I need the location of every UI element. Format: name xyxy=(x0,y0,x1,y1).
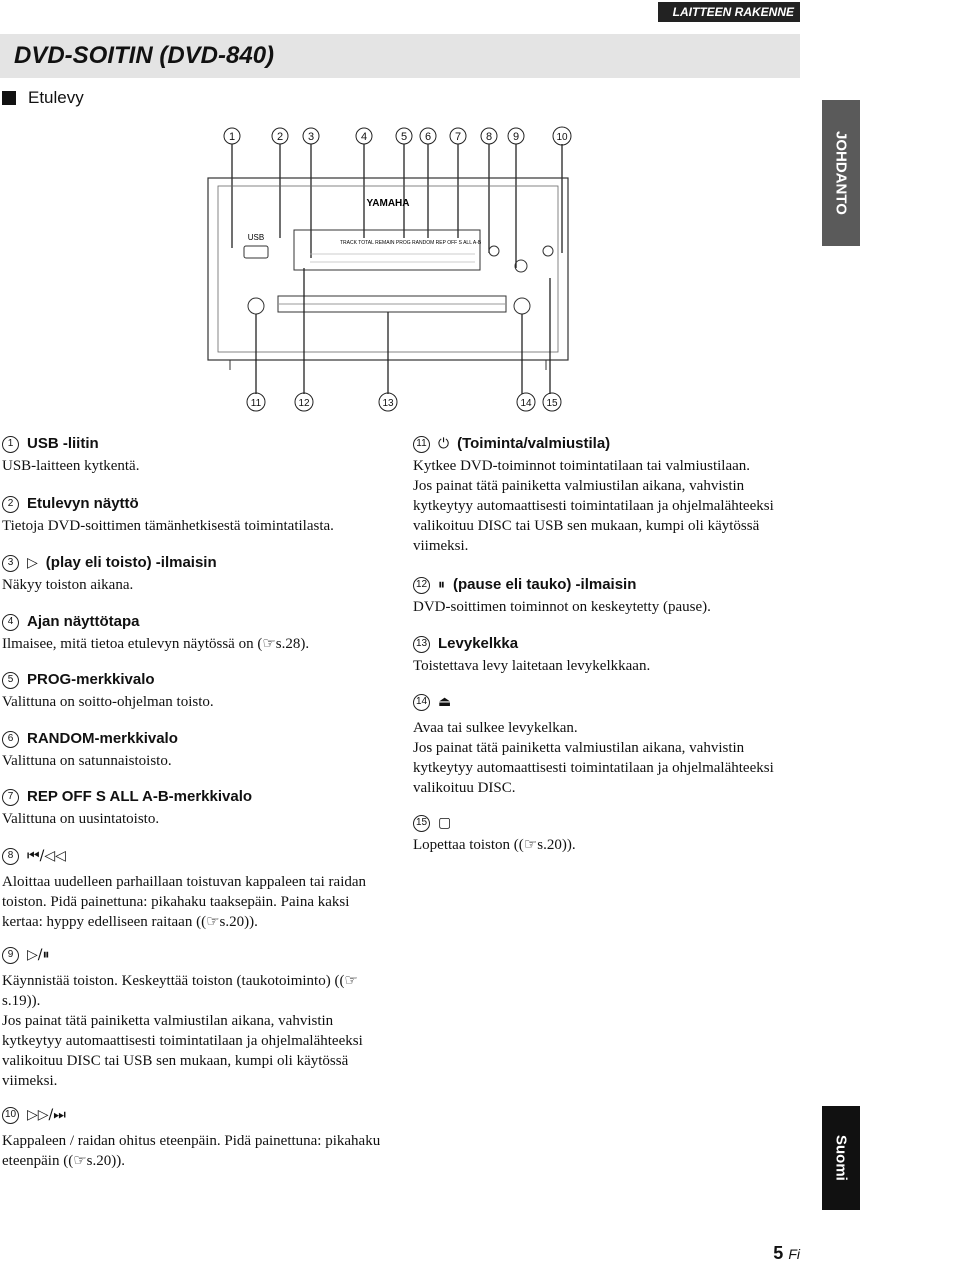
item-number: 4 xyxy=(2,614,19,631)
item-number: 9 xyxy=(2,947,19,964)
callout-7: 7 xyxy=(454,131,462,143)
callout-14: 14 xyxy=(520,398,532,409)
item-skip-forward xyxy=(2,1105,382,1171)
item-text: Toistettava levy laitetaan levykelkkaan. xyxy=(413,658,651,674)
callout-9: 9 xyxy=(512,131,520,143)
prev-button xyxy=(489,246,499,256)
usb-port xyxy=(244,246,268,258)
item-text: Avaa tai sulkee levykelkan. xyxy=(413,720,578,736)
item-heading: PROG-merkkivalo xyxy=(27,671,155,688)
item-text: Kytkee DVD-toiminnot toimintatilaan tai valmiustilaan. xyxy=(413,458,751,474)
callout-11: 11 xyxy=(250,398,262,409)
item-text: Jos painat tätä painiketta valmiustilan aikana, vahvistin kytkeytyy automaattisesti toimintatilaan ja ohjelmalähteeksi valikoituu DISC tai USB sen mukaan, kumpi oli käytössä viimeksi. xyxy=(413,478,774,554)
item-heading: (Toiminta/valmiustila) xyxy=(457,435,611,452)
callout-4: 4 xyxy=(360,131,368,143)
callout-8: 8 xyxy=(485,131,493,143)
callout-1: 1 xyxy=(228,131,236,143)
item-number: 3 xyxy=(2,555,19,572)
display-indicators: TRACK TOTAL REMAIN PROG RANDOM REP OFF S ALL A-B xyxy=(340,240,482,246)
page-title: DVD-SOITIN (DVD-840) xyxy=(14,42,275,69)
chapter-header: LAITTEEN RAKENNE xyxy=(658,2,800,22)
item-prog-indicator xyxy=(2,670,382,712)
page-number-value: 5 xyxy=(773,1243,784,1263)
power-button xyxy=(248,298,264,314)
power-icon: ⏻ xyxy=(438,436,450,452)
item-number: 14 xyxy=(413,694,430,711)
front-panel-diagram xyxy=(190,118,610,418)
item-text: Käynnistää toiston. Keskeyttää toiston (taukotoiminto) ((☞s.19)). xyxy=(2,973,358,1009)
play-icon: ▷ xyxy=(27,555,38,571)
item-text: Jos painat tätä painiketta valmiustilan aikana, vahvistin kytkeytyy automaattisesti toimintatilaan ja ohjelmalähteeksi valikoituu DISC. xyxy=(413,740,774,796)
side-tab-johdanto-label: JOHDANTO xyxy=(832,131,850,215)
callout-15: 15 xyxy=(546,398,558,409)
item-text: Aloittaa uudelleen parhaillaan toistuvan kappaleen tai raidan toiston. Pidä painettuna: pikahaku taaksepäin. Paina kaksi kertaa: hyppy edelliseen raitaan ((☞s.20)). xyxy=(2,874,367,930)
item-number: 13 xyxy=(413,636,430,653)
item-text: Valittuna on soitto-ohjelman toisto. xyxy=(2,694,214,710)
item-text: Tietoja DVD-soittimen tämänhetkisestä toimintatilasta. xyxy=(2,518,334,534)
stop-icon: ▢ xyxy=(438,815,452,831)
item-number: 1 xyxy=(2,436,19,453)
item-text: Valittuna on satunnaistoisto. xyxy=(2,753,172,769)
item-skip-back xyxy=(2,846,382,932)
section-heading xyxy=(2,88,84,108)
item-disc-tray xyxy=(413,634,798,676)
item-power xyxy=(413,434,798,556)
eject-button xyxy=(514,298,530,314)
item-heading: (play eli toisto) -ilmaisin xyxy=(45,554,217,571)
brand-logo: YAMAHA xyxy=(366,198,410,209)
callout-3: 3 xyxy=(307,131,315,143)
usb-label: USB xyxy=(247,233,265,242)
play-pause-button xyxy=(515,260,527,272)
item-number: 10 xyxy=(2,1107,19,1124)
next-button xyxy=(543,246,553,256)
skip-back-icon: ⏮/◁◁ xyxy=(27,848,66,864)
item-heading: Etulevyn näyttö xyxy=(27,495,139,512)
side-tab-suomi-label: Suomi xyxy=(832,1135,850,1181)
item-heading: Levykelkka xyxy=(438,635,519,652)
item-heading: USB -liitin xyxy=(27,435,99,452)
item-play-pause xyxy=(2,945,382,1091)
item-text: Valittuna on uusintatoisto. xyxy=(2,811,160,827)
callout-2: 2 xyxy=(276,131,284,143)
item-text: Ilmaisee, mitä tietoa etulevyn näytössä on (☞s.28). xyxy=(2,636,310,652)
bullet-square-icon xyxy=(2,91,16,105)
item-front-display xyxy=(2,494,382,536)
item-number: 11 xyxy=(413,436,430,453)
item-text: Kappaleen / raidan ohitus eteenpäin. Pidä painettuna: pikahaku eteenpäin ((☞s.20)). xyxy=(2,1133,381,1169)
callout-12: 12 xyxy=(298,398,310,409)
page-lang: Fi xyxy=(788,1246,800,1262)
item-random-indicator xyxy=(2,729,382,771)
item-time-display xyxy=(2,612,382,654)
play-pause-icon: ▷/⏸ xyxy=(27,947,50,963)
item-eject xyxy=(413,692,798,798)
item-pause-indicator xyxy=(413,575,798,617)
item-number: 8 xyxy=(2,848,19,865)
item-stop xyxy=(413,813,798,855)
item-number: 15 xyxy=(413,815,430,832)
item-play-indicator xyxy=(2,553,382,595)
item-number: 12 xyxy=(413,577,430,594)
item-text: Jos painat tätä painiketta valmiustilan aikana, vahvistin kytkeytyy automaattisesti toimintatilaan ja ohjelmalähteeksi valikoituu DISC tai USB sen mukaan, kumpi oli käytössä viimeksi. xyxy=(2,1013,363,1089)
item-text: Näkyy toiston aikana. xyxy=(2,577,134,593)
callout-5: 5 xyxy=(400,131,408,143)
item-usb-port xyxy=(2,434,382,476)
item-repeat-indicator xyxy=(2,787,382,829)
section-title: Etulevy xyxy=(28,88,84,107)
item-heading: (pause eli tauko) -ilmaisin xyxy=(453,576,637,593)
side-tab-johdanto xyxy=(822,100,860,246)
side-tab-suomi xyxy=(822,1106,860,1210)
item-heading: RANDOM-merkkivalo xyxy=(27,730,178,747)
item-text: USB-laitteen kytkentä. xyxy=(2,458,140,474)
item-number: 6 xyxy=(2,731,19,748)
skip-forward-icon: ▷▷/⏭ xyxy=(27,1107,66,1123)
item-text: DVD-soittimen toiminnot on keskeytetty (pause). xyxy=(413,599,711,615)
callout-10: 10 xyxy=(556,132,568,143)
item-heading: REP OFF S ALL A-B-merkkivalo xyxy=(27,788,253,805)
callout-6: 6 xyxy=(424,131,432,143)
page-number xyxy=(773,1243,800,1264)
callout-13: 13 xyxy=(382,398,394,409)
item-text: Lopettaa toiston ((☞s.20)). xyxy=(413,837,576,853)
display-window xyxy=(294,230,480,270)
eject-icon: ⏏ xyxy=(438,694,452,710)
item-number: 7 xyxy=(2,789,19,806)
pause-icon: ⏸ xyxy=(438,577,445,593)
item-number: 2 xyxy=(2,496,19,513)
item-number: 5 xyxy=(2,672,19,689)
item-heading: Ajan näyttötapa xyxy=(27,613,140,630)
